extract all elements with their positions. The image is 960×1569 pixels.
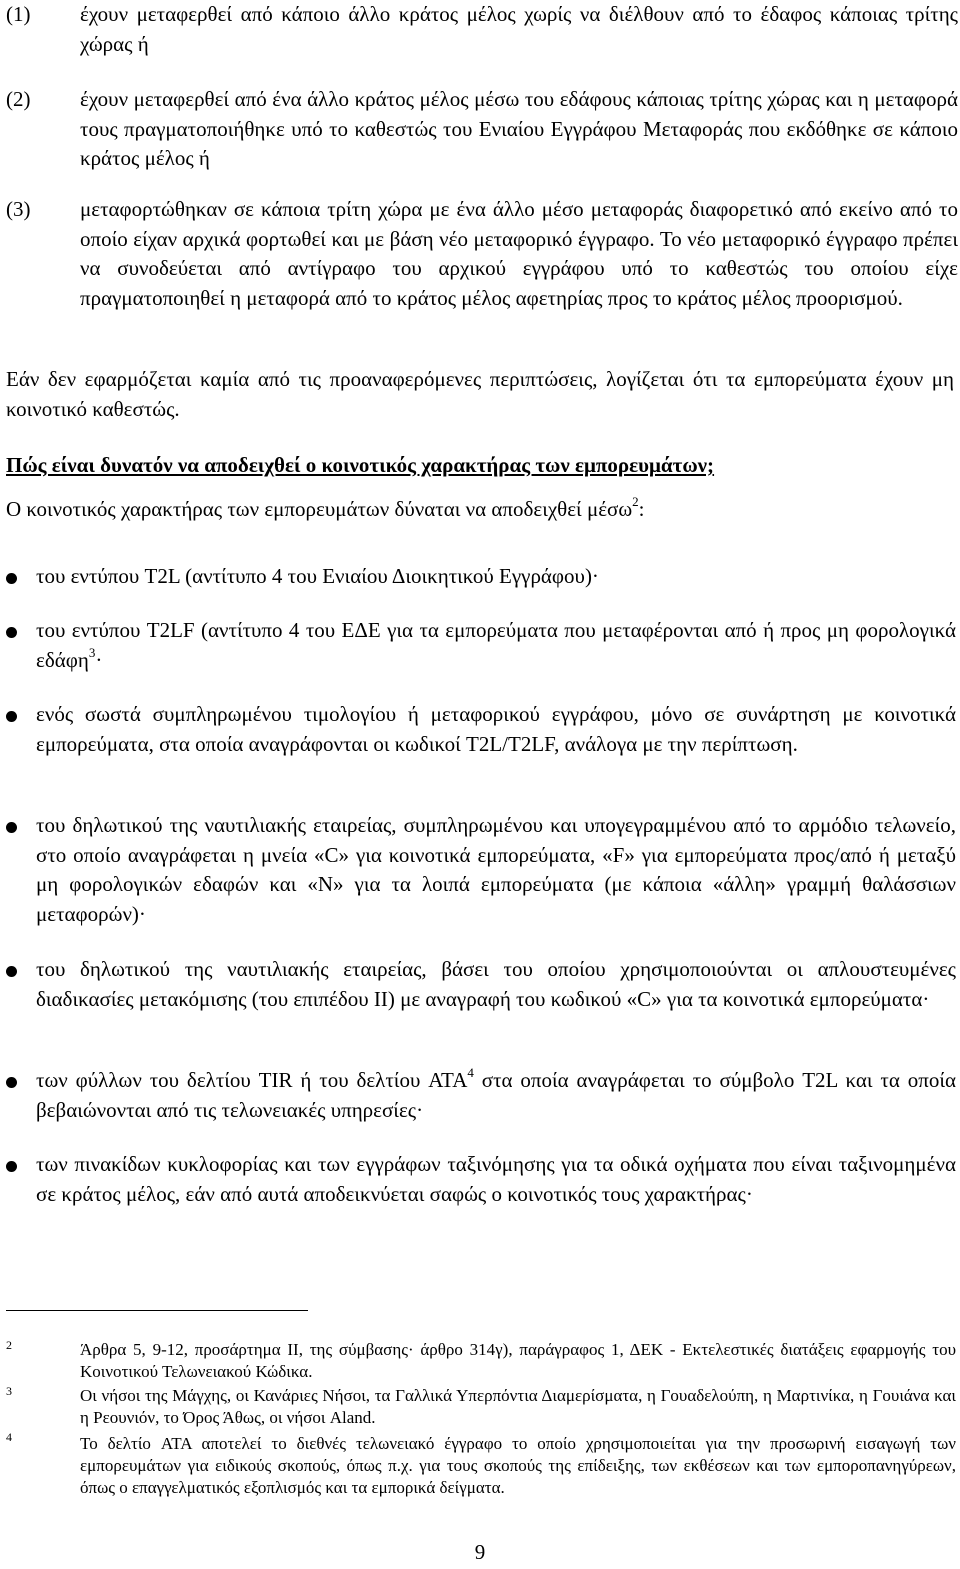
footnote-ref: 3 <box>88 644 96 660</box>
numbered-item-3 <box>6 195 958 313</box>
bullet-text: του εντύπου T2LF (αντίτυπο 4 του ΕΔΕ για τα εμπορεύματα που μεταφέρονται από ή προς μη φορολογικά εδάφη <box>36 618 956 672</box>
item-number: (2) <box>6 87 31 111</box>
bullet-text: των φύλλων του δελτίου TIR ή του δελτίου ATA <box>36 1068 468 1092</box>
list-item <box>6 700 956 759</box>
list-item <box>6 1150 956 1209</box>
bullet-tail: στα οποία αναγράφεται το σύμβολο T2L και τα οποία βεβαιώνονται από τις τελωνειακές υπηρεσίες· <box>36 1068 956 1122</box>
list-item <box>6 811 956 929</box>
list-item <box>6 562 956 592</box>
page-number: 9 <box>474 1540 486 1564</box>
bullet-text: του δηλωτικού της ναυτιλιακής εταιρείας, συμπληρωμένου και υπογεγραμμένου από το αρμόδιο τελωνείο, στο οποίο αναγράφεται η μνεία «C» για κοινοτικά εμπορεύματα, «F» για εμπορεύματα προς/από ή μεταξύ μη φορολογικών εδαφών και «N» για τα λοιπά εμπορεύματα (με κάποια «άλλη» γραμμή θαλάσσιων μεταφορών)· <box>36 813 956 926</box>
item-text: έχουν μεταφερθεί από κάποιο άλλο κράτος μέλος χωρίς να διέλθουν από το έδαφος κάποιας τρίτης χώρας ή <box>80 2 958 56</box>
item-number: (3) <box>6 197 31 221</box>
footnote-text: Το δελτίο ATA αποτελεί το διεθνές τελωνειακό έγγραφο το οποίο χρησιμοποιείται για την προσωρινή εισαγωγή των εμπορευμάτων για ειδικούς σκοπούς, όπως π.χ. για τους σκοπούς της επίδειξης, των εκθέσεων και των εμποροπανηγύρεων, όπως ο επαγγελματικός εξοπλισμός και τα εμπορικά δείγματα. <box>80 1434 956 1497</box>
footnote-ref: 4 <box>467 1065 474 1080</box>
bullet-tail: · <box>95 647 103 672</box>
conclusion-paragraph: Εάν δεν εφαρμόζεται καμία από τις προαναφερόμενες περιπτώσεις, λογίζεται ότι τα εμπορεύματα έχουν μη κοινοτικό καθεστώς. <box>6 367 954 421</box>
item-text: έχουν μεταφερθεί από ένα άλλο κράτος μέλος μέσω του εδάφους κάποιας τρίτης χώρας και η μεταφορά τους πραγματοποιήθηκε υπό το καθεστώς του Ενιαίου Εγγράφου Μεταφοράς που εκδόθηκε σε κάποιο κράτος μέλος ή <box>80 87 958 170</box>
bullet-icon <box>6 627 17 638</box>
bullet-text: ενός σωστά συμπληρωμένου τιμολογίου ή μεταφορικού εγγράφου, μόνο σε συνάρτηση με κοινοτικά εμπορεύματα, στα οποία αναγράφονται οι κωδικοί T2L/T2LF, ανάλογα με την περίπτωση. <box>36 702 956 756</box>
numbered-item-2 <box>6 85 958 174</box>
footnote-number: 2 <box>6 1338 12 1352</box>
footnote-ref: 2 <box>632 494 639 509</box>
intro-tail: : <box>638 497 645 521</box>
numbered-item-1 <box>6 0 958 59</box>
footnote-number: 4 <box>6 1430 12 1444</box>
bullet-text: του δηλωτικού της ναυτιλιακής εταιρείας, βάσει του οποίου χρησιμοποιούνται οι απλουστευμένες διαδικασίες μετακόμισης (του επιπέδου II) με αναγραφή του κωδικού «C» για τα κοινοτικά εμπορεύματα· <box>36 957 956 1011</box>
bullet-icon <box>6 822 17 833</box>
bullet-text: των πινακίδων κυκλοφορίας και των εγγράφων ταξινόμησης για τα οδικά οχήματα που είναι ταξινομημένα σε κράτος μέλος, εάν από αυτά αποδεικνύεται σαφώς ο κοινοτικός τους χαρακτήρας· <box>36 1152 956 1206</box>
bullet-icon <box>6 1161 17 1172</box>
intro-text: Ο κοινοτικός χαρακτήρας των εμπορευμάτων δύναται να αποδειχθεί μέσω <box>6 497 633 521</box>
bullet-text: του εντύπου T2L (αντίτυπο 4 του Ενιαίου Διοικητικού Εγγράφου)· <box>36 564 599 588</box>
footnote-text: Άρθρα 5, 9-12, προσάρτημα II, της σύμβασης· άρθρο 314γ), παράγραφος 1, ΔΕΚ - Εκτελεστικές διατάξεις εφαρμογής του Κοινοτικού Τελωνειακού Κώδικα. <box>80 1340 956 1381</box>
item-number: (1) <box>6 2 31 26</box>
list-item <box>6 1066 956 1125</box>
footnote-text: Οι νήσοι της Μάγχης, οι Κανάριες Νήσοι, τα Γαλλικά Υπερπόντια Διαμερίσματα, η Γουαδελούπη, η Μαρτινίκα, η Γουιάνα και η Ρεουνιόν, το Όρος Άθως, οι νήσοι Aland. <box>80 1386 956 1427</box>
footnote-number: 3 <box>6 1384 12 1398</box>
intro-paragraph <box>6 494 645 524</box>
bullet-icon <box>6 573 17 584</box>
item-text: μεταφορτώθηκαν σε κάποια τρίτη χώρα με ένα άλλο μέσο μεταφοράς διαφορετικό από εκείνο από το οποίο είχαν αρχικά φορτωθεί και με βάση νέο μεταφορικό έγγραφο. Το νέο μεταφορικό έγγραφο πρέπει να συνοδεύεται από αντίγραφο του αρχικού εγγράφου υπό το καθεστώς του οποίου είχε πραγματοποιηθεί η μεταφορά από το κράτος μέλος αφετηρίας προς το κράτος μέλος προορισμού. <box>80 197 958 310</box>
bullet-icon <box>6 1077 17 1088</box>
list-item <box>6 616 956 675</box>
list-item <box>6 955 956 1014</box>
bullet-icon <box>6 711 17 722</box>
section-heading: Πώς είναι δυνατόν να αποδειχθεί ο κοινοτικός χαρακτήρας των εμπορευμάτων; <box>6 453 715 477</box>
bullet-icon <box>6 966 17 977</box>
footnote-divider <box>6 1310 308 1311</box>
